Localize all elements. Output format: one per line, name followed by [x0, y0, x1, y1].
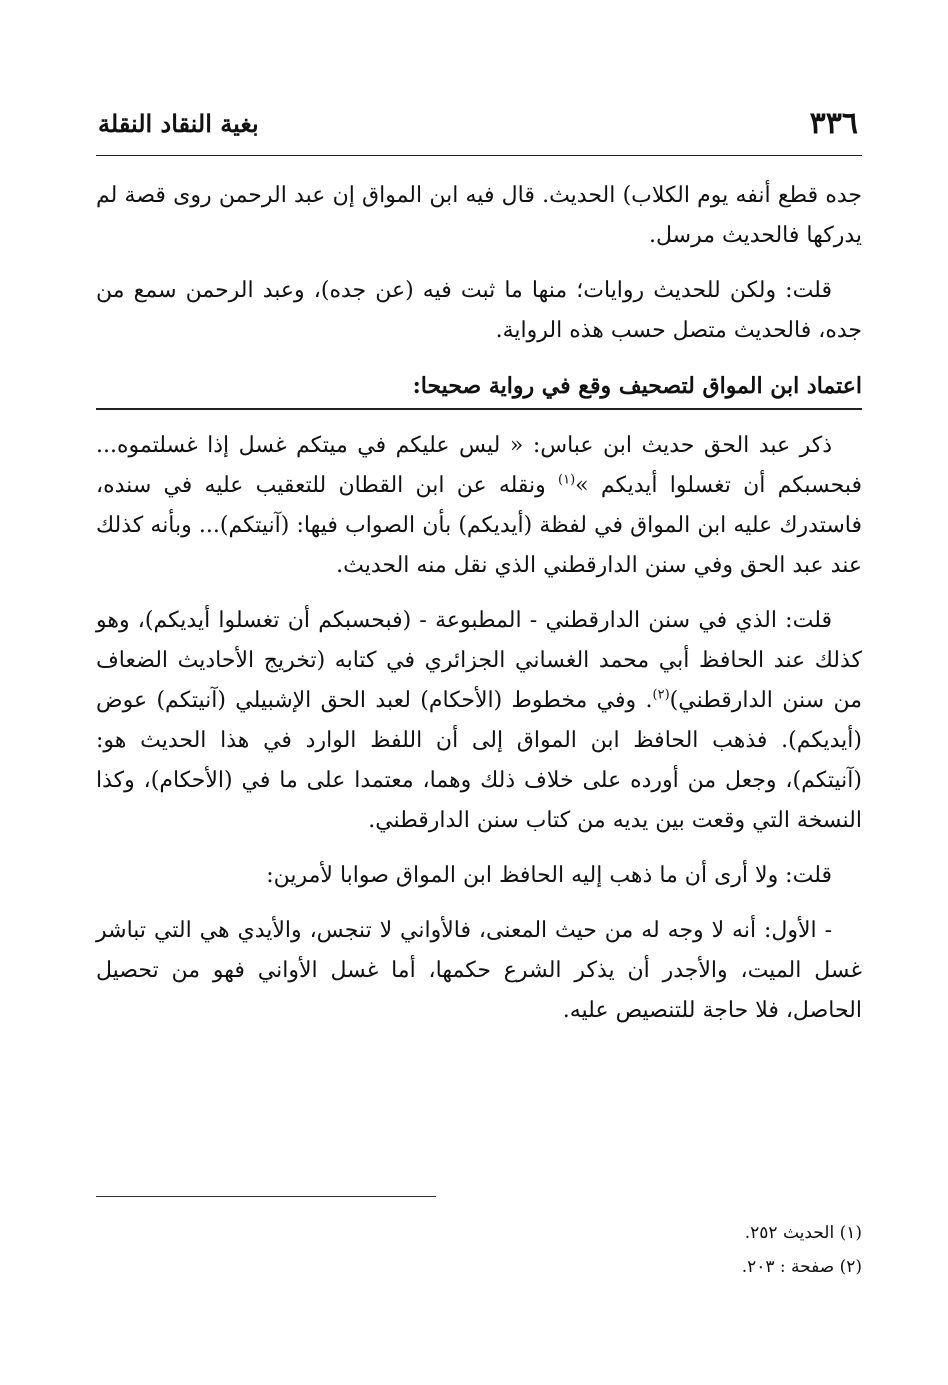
paragraph-4-text-a: قلت: الذي في سنن الدارقطني - المطبوعة - (فبحسبكم أن تغسلوا أيديكم)، وهو كذلك عند الحافظ أبي محمد الغساني الجزائري في كتابه (تخريج الأحاديث الضعاف من سنن الدارقطني) [96, 608, 862, 713]
page-number: ٣٣٦ [809, 106, 858, 141]
paragraph-2: قلت: ولكن للحديث روايات؛ منها ما ثبت فيه (عن جده)، وعبد الرحمن سمع من جده، فالحديث متصل حسب هذه الرواية. [96, 278, 862, 343]
paragraph-4 [96, 601, 862, 841]
book-page [96, 0, 862, 1385]
paragraph-6: - الأول: أنه لا وجه له من حيث المعنى، فالأواني لا تنجس، والأيدي هي التي تباشر غسل الميت، والأجدر أن يذكر الشرع حكمها، أما غسل الأواني فهو من تحصيل الحاصل، فلا حاجة للتنصيص عليه. [96, 918, 862, 1023]
footnote-rule [96, 1196, 436, 1197]
main-text [96, 176, 862, 1046]
paragraph-4-text-b: . وفي مخطوط (الأحكام) لعبد الحق الإشبيلي (آنيتكم) عوض (أيديكم). فذهب الحافظ ابن المواق إلى أن اللفظ الوارد في هذا الحديث هو: (آنيتكم)، وجعل من أورده على خلاف ذلك وهما، معتمدا على ما في (الأحكام)، وكذا النسخة التي وقعت بين يديه من كتاب سنن الدارقطني. [96, 688, 862, 833]
section-heading: اعتماد ابن المواق لتصحيف وقع في رواية صحيحا: [96, 366, 862, 410]
footnote-2: (٢) صفحة : ٢٠٣. [741, 1257, 862, 1277]
header-rule [96, 155, 862, 156]
book-title: بغية النقاد النقلة [98, 109, 259, 138]
paragraph-3-text-b: ونقله عن ابن القطان للتعقيب عليه في سنده، فاستدرك عليه ابن المواق في لفظة (أيديكم) بأن الصواب فيها: (آنيتكم)... وبأنه كذلك عند عبد الحق وفي سنن الدارقطني الذي نقل منه الحديث. [96, 473, 862, 578]
footnotes [96, 1218, 862, 1286]
paragraph-1: جده قطع أنفه يوم الكلاب) الحديث. قال فيه ابن المواق إن عبد الرحمن روى قصة لم يدركها فالحديث مرسل. [96, 183, 862, 248]
paragraph-3 [96, 426, 862, 586]
footnote-1: (١) الحديث ٢٥٢. [744, 1223, 862, 1243]
paragraph-3-text-a: ذكر عبد الحق حديث ابن عباس: « ليس عليكم في ميتكم غسل إذا غسلتموه... فبحسبكم أن تغسلوا أيديكم » [96, 433, 862, 498]
running-header [96, 98, 862, 148]
paragraph-5: قلت: ولا أرى أن ما ذهب إليه الحافظ ابن المواق صوابا لأمرين: [266, 863, 832, 888]
footnote-ref-1: (١) [558, 472, 576, 488]
footnote-ref-2: (٢) [652, 687, 670, 703]
